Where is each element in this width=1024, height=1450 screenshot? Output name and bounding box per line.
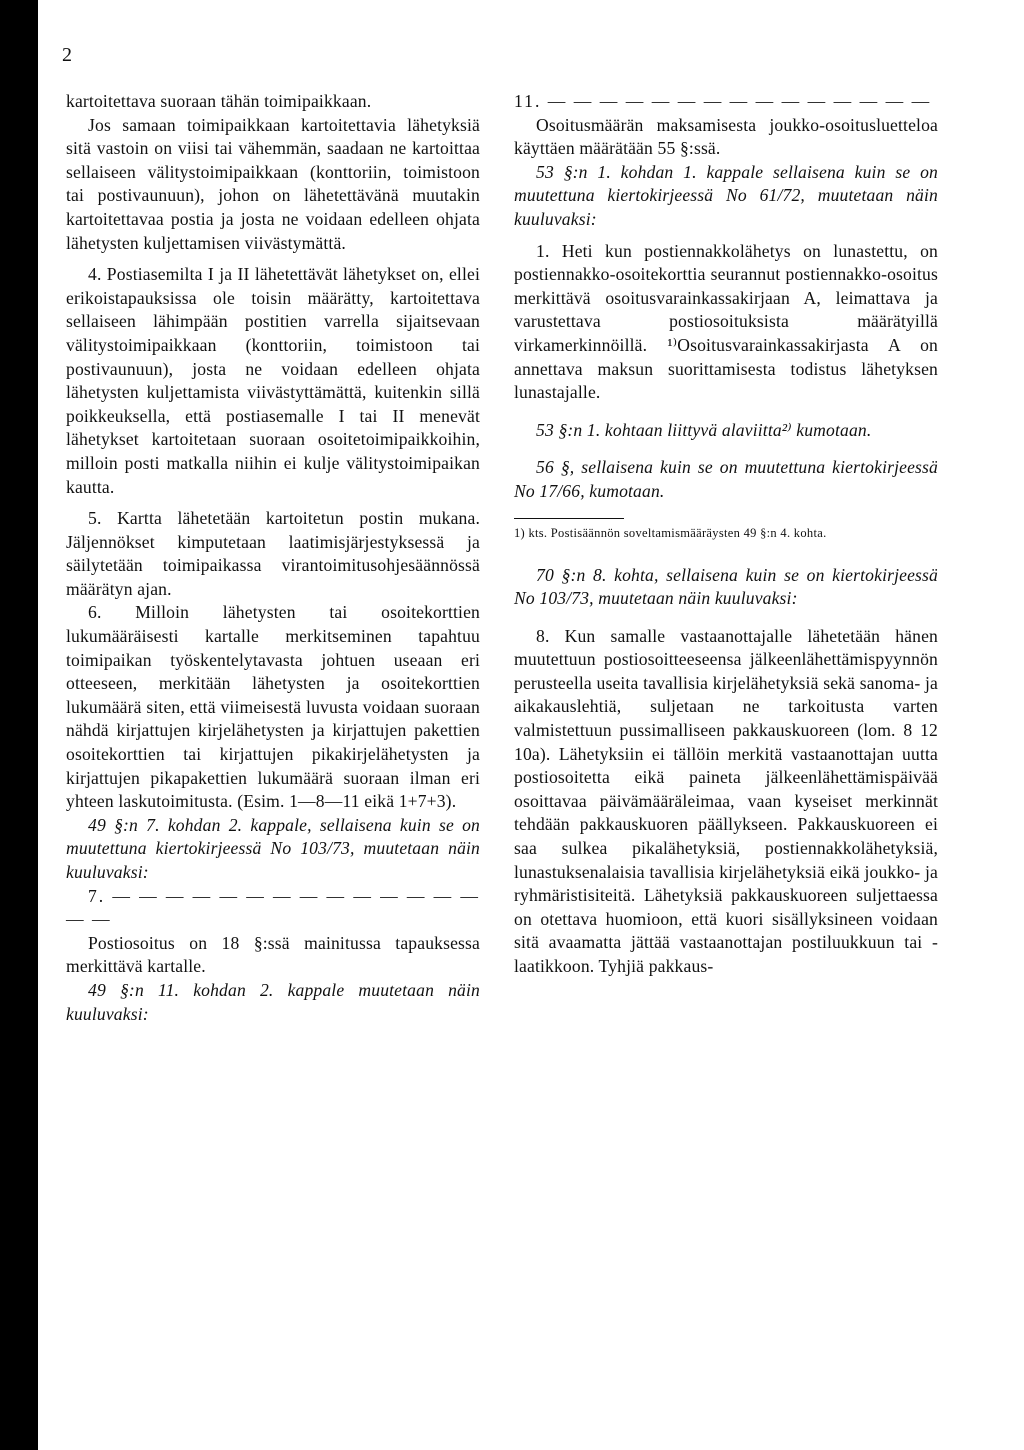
paragraph-item-8: 8. Kun samalle vastaanottajalle lähetetään hänen muutettuun postiosoitteeseensa jälkeenlähettämispyynnön perusteella useita tavallisia kirjelähetyksiä sekä sanoma- ja aikakauslehtiä, suljetaan ne tarkoitusta varten valmistettuun pussimalliseen pakkauskuoreen (lom. 8 12 10a). Lähetyksiin ei tällöin merkitä vastaanottajan uutta postiosoitetta eikä paineta jälkeenlähettämispäivää osoittavaa päivämääräleimaa, vaan kyseiset merkinnät tehdään pakkauskuoren päällykseen. Pakkauskuoreen ei saa sulkea pikalähetyksiä, postiennakkolähetyksiä, lunastuksenalaisia tavallisia kirjelähetyksiä eikä joukko- ja ryhmäristisiteitä. Lähetyksiä pakkauskuoreen suljettaessa on otettava huomioon, että kuori sisällyksineen voidaan sitä avaamatta jättää vastaanottajan postiluukkuun tai -laatikkoon. Tyhjiä pakkaus- bbox=[514, 625, 938, 976]
footnote-divider bbox=[514, 518, 624, 519]
paragraph-item-6: 6. Milloin lähetysten tai osoitekorttien lukumääräisesti kartalle merkitseminen tapahtuu toimipaikan työskentelytavasta johtuen useaan eri otteeseen, merkitään lähetysten ja osoitekorttien lukumäärä siten, että viimeisestä luvusta voidaan suoraan nähdä kirjattujen kirjelähetysten ja kirjattujen pakettien osoitekorttien tai kirjattujen pikakirjelähetysten ja kirjattujen pikapakettien lukumäärä suoraan ilman eri yhteen laskutoimitusta. (Esim. 1—8—11 eikä 1+7+3). bbox=[66, 602, 480, 812]
item-7-heading: 7. — — — — — — — — — — — — — — — — bbox=[66, 885, 480, 930]
amendment-note: 56 §, sellaisena kuin se on muutettuna kiertokirjeessä No 17/66, kumotaan. bbox=[514, 457, 938, 501]
amendment-note: 53 §:n 1. kohtaan liittyvä alaviitta²⁾ kumotaan. bbox=[536, 419, 872, 440]
amendment-note: 49 §:n 11. kohdan 2. kappale muutetaan näin kuuluvaksi: bbox=[66, 979, 480, 1024]
paragraph-item-11: Osoitusmäärän maksamisesta joukko-osoitusluetteloa käyttäen määrätään 55 §:ssä. bbox=[514, 114, 938, 159]
amendment-note: 70 §:n 8. kohta, sellaisena kuin se on kiertokirjeessä No 103/73, muutetaan näin kuuluvaksi: bbox=[514, 564, 938, 609]
paragraph-item-4: 4. Postiasemilta I ja II lähetettävät lähetykset on, ellei erikoistapauksissa ole toisin määrätty, kartoitettava sellaiseen lähimpään postitien varrella sijaitsevaan välitystoimipaikkaan (konttoriin, toimistoon tai postivaunuun), josta ne voidaan edelleen ohjata lähetysten kuljettamista viivästyttämättä, kuitenkin sillä poikkeuksella, että postiasemalle I tai II menevät lähetykset kartoitetaan suoraan osoitetoimipaikkoihin, milloin posti matkalla niihin ei kulje välitystoimipaikan kautta. bbox=[66, 264, 480, 497]
paragraph-item-7: Postiosoitus on 18 §:ssä mainitussa tapauksessa merkittävä kartalle. bbox=[66, 932, 480, 977]
footnote: 1) kts. Postisäännön soveltamismääräysten 49 §:n 4. kohta. bbox=[514, 525, 827, 540]
amendment-note: 53 §:n 1. kohdan 1. kappale sellaisena kuin se on muutettuna kiertokirjeessä No 61/72, muutetaan näin kuuluvaksi: bbox=[514, 161, 938, 229]
page-number: 2 bbox=[62, 44, 72, 66]
amendment-note: 49 §:n 7. kohdan 2. kappale, sellaisena kuin se on muutettuna kiertokirjeessä No 103/73, muutetaan näin kuuluvaksi: bbox=[66, 814, 480, 882]
left-column bbox=[66, 90, 480, 1026]
right-column bbox=[514, 90, 938, 979]
paragraph-item-5: 5. Kartta lähetetään kartoitetun postin mukana. Jäljennökset kimputetaan laatimisjärjestyksessä ja säilytetään toimipaikassa virantoimitusohjesäännössä määrätyn ajan. bbox=[66, 508, 480, 599]
paragraph-item-1: 1. Heti kun postiennakkolähetys on lunastettu, on postiennakko-osoitekorttia seurannut postiennakko-osoitus merkittävä osoitusvarainkassakirjaan A, leimattava ja varustettava postiosoituksista määrätyillä virkamerkinnöillä. ¹⁾Osoitusvarainkassakirjasta A on annettava maksun suorittamisesta todistus lähetyksen lunastajalle. bbox=[514, 240, 938, 403]
scan-edge-bar bbox=[0, 0, 38, 1450]
paragraph: kartoitettava suoraan tähän toimipaikkaan. bbox=[66, 91, 372, 111]
item-11-heading: 11. — — — — — — — — — — — — — — — bbox=[514, 91, 932, 111]
paragraph: Jos samaan toimipaikkaan kartoitettavia lähetyksiä sitä vastoin on viisi tai vähemmän, saadaan ne kartoittaa sellaiseen välitystoimipaikkaan (konttoriin, toimistoon tai postivaunuun), johon on lähetettävänä muutakin kartoitettavaa postia ja josta ne voidaan edelleen ohjata lähetysten kuljettamisen viivästymättä. bbox=[66, 114, 480, 253]
